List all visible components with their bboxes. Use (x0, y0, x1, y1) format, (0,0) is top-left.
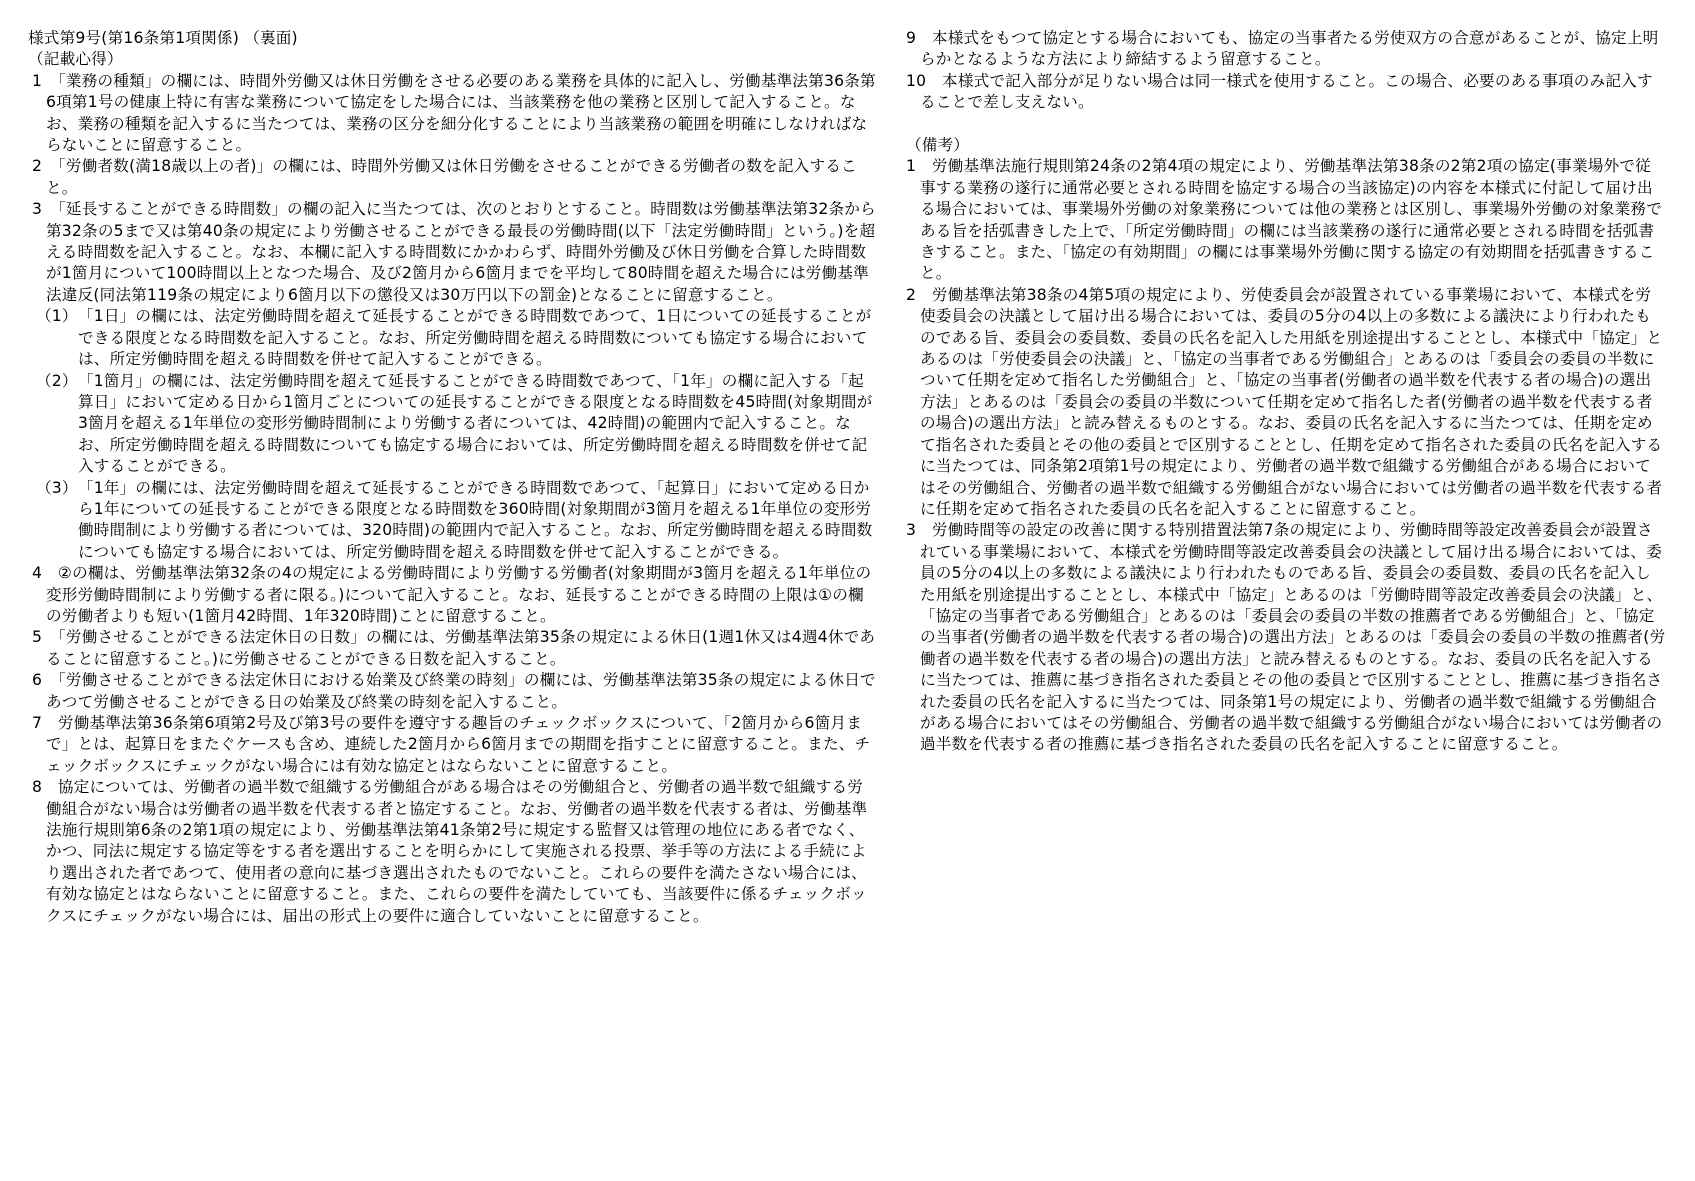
subnote-2: （2） 「1箇月」の欄には、法定労働時間を超えて延長することができる時間数であつて、「1年」の欄に記入する「起算日」において定める日から1箇月ごとについての延長することができる限度となる時間数を45時間(対象期間が3箇月を超える1年単位の変形労働時間制により労働する者については、42時間)の範囲内で記入すること。なお、所定労働時間を超える時間数についても協定する場合においては、所定労働時間を超える時間数を併せて記入することができる。 (36, 371, 873, 476)
note-2: 2 「労働者数(満18歳以上の者)」の欄には、時間外労働又は休日労働をさせることができる労働者の数を記入すること。 (32, 157, 857, 197)
note-6: 6 「労働させることができる法定休日における始業及び終業の時刻」の欄には、労働基準法第35条の規定による休日であつて労働させることができる日の始業及び終業の時刻を記入すること。 (32, 671, 876, 711)
remark-3: 3 労働時間等の設定の改善に関する特別措置法第7条の規定により、労働時間等設定改善委員会が設置されている事業場において、本様式を労働時間等設定改善委員会の決議として届け出る場合においては、委員の5分の4以上の多数による議決により行われたものである旨、委員会の委員数、委員の氏名を記入した用紙を別途提出することとし、本様式中「協定」とあるのは「労働時間等設定改善委員会の決議」と、「協定の当事者である労働組合」とあるのは「委員会の委員の半数の推薦者である労働組合」と、「協定の当事者(労働者の過半数を代表する者の場合)の選出方法」とあるのは「委員会の委員の半数の推薦者(労働者の過半数を代表する者の場合)の選出方法」と読み替えるものとする。なお、委員の氏名を記入するに当たつては、推薦に基づき指名された委員とその他の委員とで区別することとし、推薦に基づき指名された委員の氏名を記入するに当たつては、同条第1号の規定により、労働者の過半数で組織する労働組合がある場合においてはその労働組合、労働者の過半数で組織する労働組合がない場合においては労働者の過半数を代表する者の推薦に基づき指名された委員の氏名を記入することに留意すること。 (906, 521, 1666, 754)
note-9: 9 本様式をもつて協定とする場合においても、協定の当事者たる労使双方の合意があることが、協定上明らかとなるような方法により締結するよう留意すること。 (906, 29, 1659, 69)
note-3: 3 「延長することができる時間数」の欄の記入に当たつては、次のとおりとすること。時間数は労働基準法第32条から第32条の5まで又は第40条の規定により労働させることができる最長の労働時間(以下「法定労働時間」という。)を超える時間数を記入すること。なお、本欄に記入する時間数にかかわらず、時間外労働及び休日労働を合算した時間数が1箇月について100時間以上となつた場合、及び2箇月から6箇月までを平均して80時間を超えた場合には労働基準法違反(同法第119条の規定により6箇月以下の懲役又は30万円以下の罰金)となることに留意すること。 (32, 200, 876, 304)
subnote-3: （3） 「1年」の欄には、法定労働時間を超えて延長することができる時間数であつて、「起算日」において定める日から1年についての延長することができる限度となる時間数を360時間(対象期間が3箇月を超える1年単位の変形労働時間制により労働する者については、320時間)の範囲内で記入すること。なお、所定労働時間を超える時間数についても協定する場合においては、所定労働時間を超える時間数を併せて記入することができる。 (36, 478, 873, 561)
note-7: 7 労働基準法第36条第6項第2号及び第3号の要件を遵守する趣旨のチェックボックスについて、「2箇月から6箇月まで」とは、起算日をまたぐケースも含め、連続した2箇月から6箇月までの期間を指すことに留意すること。また、チェックボックスにチェックがない場合には有効な協定とはならないことに留意すること。 (32, 714, 871, 775)
note-10: 10 本様式で記入部分が足りない場合は同一様式を使用すること。この場合、必要のある事項のみ記入することで差し支えない。 (906, 71, 1653, 112)
remarks-heading: （備考） (906, 136, 970, 155)
note-1: 1 「業務の種類」の欄には、時間外労働又は休日労働をさせる必要のある業務を具体的に記入し、労働基準法第36条第6項第1号の健康上特に有害な業務について協定をした場合には、当該業務を他の業務と区別して記入すること。なお、業務の種類を記入するに当たつては、業務の区分を細分化することにより当該業務の範囲を明確にしなければならないことに留意すること。 (32, 71, 876, 155)
note-4: 4 ②の欄は、労働基準法第32条の4の規定による労働時間により労働する労働者(対象期間が3箇月を超える1年単位の変形労働時間制により労働する者に限る。)について記入すること。なお、延長することができる時間の上限は①の欄の労働者よりも短い(1箇月42時間、1年320時間)ことに留意すること。 (32, 564, 872, 625)
subnote-1: （1） 「1日」の欄には、法定労働時間を超えて延長することができる時間数であつて、1日についての延長することができる限度となる時間数を記入すること。なお、所定労働時間を超える時間数についても協定する場合においては、所定労働時間を超える時間数を併せて記入することができる。 (36, 307, 872, 369)
section-spacer (906, 114, 1666, 135)
notes-heading: （記載心得） (28, 50, 123, 69)
note-8: 8 協定については、労働者の過半数で組織する労働組合がある場合はその労働組合と、労働者の過半数で組織する労働組合がない場合は労働者の過半数を代表する者と協定すること。なお、労働者の過半数を代表する者は、労働基準法施行規則第6条の2第1項の規定により、労働基準法第41条第2号に規定する監督又は管理の地位にある者でなく、かつ、同法に規定する協定等をする者を選出することを明らかにして実施される投票、挙手等の方法による手続により選出された者であつて、使用者の意向に基づき選出されたものでないこと。これらの要件を満たさない場合には、有効な協定とはならないことに留意すること。また、これらの要件を満たしていても、当該要件に係るチェックボックスにチェックがない場合には、届出の形式上の要件に適合していないことに留意すること。 (32, 778, 868, 925)
note-5: 5 「労働させることができる法定休日の日数」の欄には、労働基準法第35条の規定による休日(1週1休又は4週4休であることに留意すること。)に労働させることができる日数を記入すること。 (32, 628, 876, 668)
right-column (906, 28, 1666, 756)
remark-1: 1 労働基準法施行規則第24条の2第4項の規定により、労働基準法第38条の2第2項の協定(事業場外で従事する業務の遂行に通常必要とされる時間を協定する場合の当該協定)の内容を本様式に付記して届け出る場合においては、事業場外労働の対象業務については他の業務とは区別し、事業場外労働の対象業務である旨を括弧書きした上で、「所定労働時間」の欄には当該業務の遂行に通常必要とされる時間を括弧書きすること。また、「協定の有効期間」の欄には事業場外労働に関する協定の有効期間を括弧書きすること。 (906, 157, 1662, 283)
remark-2: 2 労働基準法第38条の4第5項の規定により、労使委員会が設置されている事業場において、本様式を労使委員会の決議として届け出る場合においては、委員の5分の4以上の多数による議決により行われたものである旨、委員会の委員数、委員の氏名を記入した用紙を別途提出することとし、本様式中「協定」とあるのは「労使委員会の決議」と、「協定の当事者である労働組合」とあるのは「委員会の委員の半数について任期を定めて指名した労働組合」と、「協定の当事者(労働者の過半数を代表する者の場合)の選出方法」とあるのは「委員会の委員の半数について任期を定めて指名した者(労働者の過半数を代表する者の場合)の選出方法」と読み替えるものとする。なお、委員の氏名を記入するに当たつては、任期を定めて指名された委員とその他の委員とで区別することとし、任期を定めて指名された委員の氏名を記入するに当たつては、同条第2項第1号の規定により、労働者の過半数で組織する労働組合がある場合においてはその労働組合、労働者の過半数で組織する労働組合がない場合においては労働者の過半数を代表する者に任期を定めて指名された委員の氏名を記入することに留意すること。 (906, 285, 1663, 518)
left-column (28, 28, 878, 927)
form-title: 様式第9号(第16条第1項関係) （裏面) (28, 29, 298, 47)
